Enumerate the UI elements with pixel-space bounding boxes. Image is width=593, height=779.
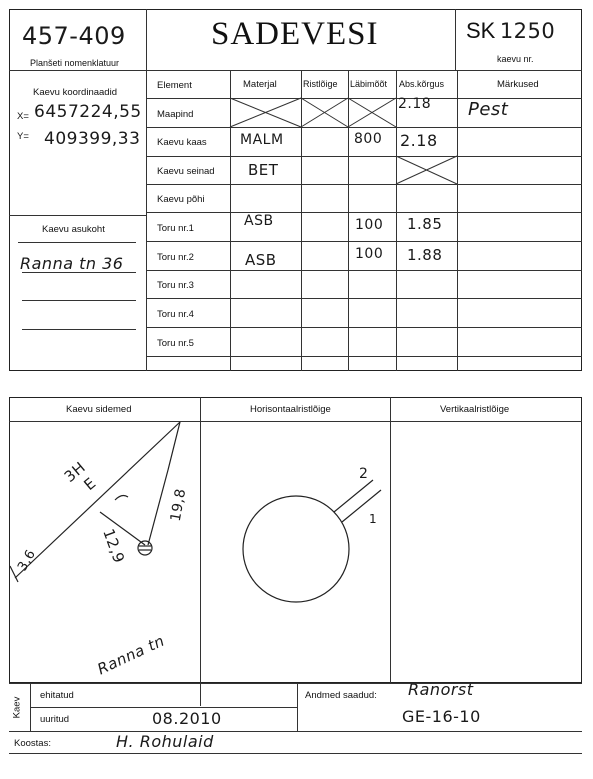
- street-label: Ranna tn: [94, 631, 168, 679]
- row-label: Toru nr.2: [157, 252, 194, 263]
- surveyed-value: 08.2010: [152, 709, 222, 728]
- footer-side-divider: [30, 683, 31, 731]
- row-label: Toru nr.3: [157, 280, 194, 291]
- location-value: Ranna tn 36: [20, 254, 124, 273]
- well-number: 1250: [499, 19, 556, 43]
- compiled-value: H. Rohulaid: [116, 732, 214, 751]
- compiled-label: Koostas:: [14, 738, 51, 749]
- coordinates-caption: Kaevu koordinaadid: [33, 87, 117, 98]
- cell-height: 2.18: [398, 96, 432, 112]
- cell-material: ASB: [244, 213, 274, 229]
- pipe-label-1: 1: [369, 512, 378, 526]
- column-header-material: Materjal: [243, 79, 277, 90]
- distance-c: 19,8: [167, 487, 190, 523]
- house-label: 3H: [60, 458, 90, 486]
- sheet-caption: Planšeti nomenklatuur: [30, 58, 120, 68]
- footer-mid-divider: [297, 683, 298, 731]
- built-label: ehitatud: [40, 690, 74, 701]
- column-header-height: Abs.kõrgus: [399, 79, 445, 89]
- row-label: Toru nr.5: [157, 338, 194, 349]
- column-header-section: Ristlõige: [303, 79, 338, 89]
- footer-line-final: [9, 753, 582, 754]
- row-label: Toru nr.4: [157, 309, 194, 320]
- row-label: Kaevu seinad: [157, 166, 215, 177]
- cell-material: BET: [248, 161, 279, 179]
- page-title: SADEVESI: [211, 16, 379, 52]
- distance-a: 3,6: [15, 547, 40, 574]
- y-coordinate: 409399,33: [44, 129, 141, 149]
- surveyed-label: uuritud: [40, 714, 70, 725]
- well-prefix: SK: [466, 18, 496, 43]
- y-label: Y=: [17, 131, 29, 142]
- sketch-title-connections: Kaevu sidemed: [66, 404, 132, 415]
- sketch-title-vertical: Vertikaalristlõige: [440, 404, 510, 415]
- row-label: Maapind: [157, 109, 194, 120]
- distance-b: 12,9: [99, 526, 129, 566]
- footer-line-bottom: [9, 731, 582, 732]
- cell-height: 1.85: [407, 215, 443, 233]
- source-value-1: Ranorst: [408, 680, 474, 699]
- cell-material: ASB: [245, 251, 277, 269]
- pipe-label-2: 2: [359, 466, 369, 482]
- column-header-element: Element: [157, 80, 192, 91]
- x-coordinate: 6457224,55: [34, 102, 142, 122]
- x-label: X=: [17, 111, 29, 122]
- footer-line-mid: [30, 707, 297, 708]
- cell-height: 1.88: [407, 246, 443, 264]
- source-label: Andmed saadud:: [305, 690, 377, 701]
- cell-diameter: 800: [354, 131, 383, 147]
- well-caption: kaevu nr.: [497, 54, 534, 64]
- footer-line-top: [9, 683, 582, 684]
- row-label: Kaevu põhi: [157, 194, 205, 205]
- source-value-2: GE-16-10: [402, 707, 481, 726]
- cell-diameter: 100: [355, 217, 384, 233]
- column-header-diameter: Läbimõõt: [350, 79, 388, 89]
- location-caption: Kaevu asukoht: [42, 224, 105, 235]
- cell-notes: Pest: [468, 99, 509, 120]
- row-label: Kaevu kaas: [157, 137, 207, 148]
- letter-e: E: [80, 473, 100, 495]
- row-label: Toru nr.1: [157, 223, 194, 234]
- footer-side-label: Kaev: [11, 696, 23, 719]
- cell-diameter: 100: [355, 246, 384, 262]
- sketch-title-horizontal: Horisontaalristlõige: [250, 404, 331, 415]
- cell-material: MALM: [240, 132, 284, 148]
- sheet-number: 457-409: [22, 22, 126, 50]
- column-header-notes: Märkused: [497, 79, 539, 90]
- cell-height: 2.18: [400, 131, 438, 150]
